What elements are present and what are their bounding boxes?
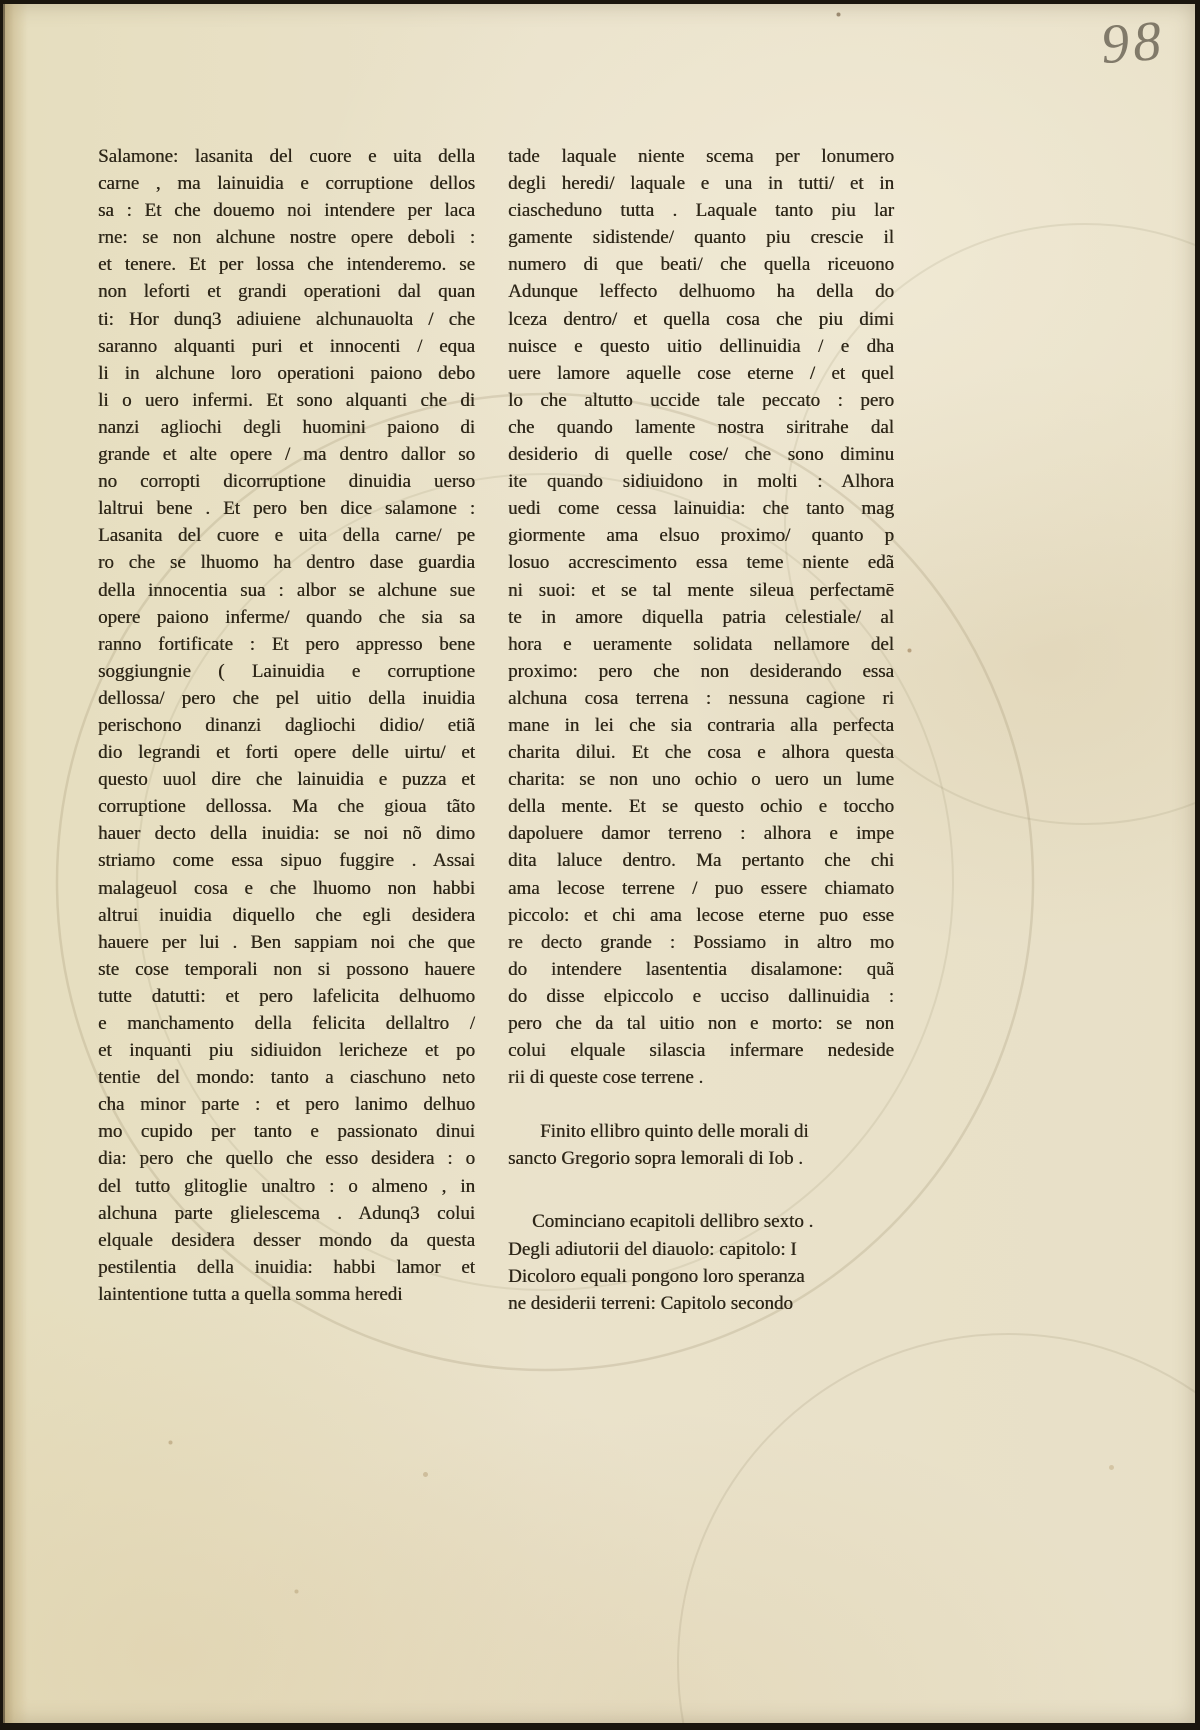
foxing-specks xyxy=(3,4,6,7)
text-line: Adunque leffecto delhuomo ha della do xyxy=(508,281,894,303)
text-line: ro che se lhuomo ha dentro dase guardia xyxy=(98,552,475,574)
text-line: nuisce e questo uitio dellinuidia / e dha xyxy=(508,335,894,357)
text-line: questo uuol dire che lainuidia e puzza et xyxy=(98,769,475,791)
text-line: Salamone: lasanita del cuore e uita della xyxy=(98,146,475,167)
text-line: hauere per lui . Ben sappiam noi che que xyxy=(98,931,475,953)
text-line: pero che da tal uitio non e morto: se non xyxy=(508,1013,894,1034)
text-line: Cominciano ecapitoli dellibro sexto . xyxy=(532,1211,814,1233)
text-line: striamo come essa sipuo fuggire . Assai xyxy=(98,850,475,872)
text-line: sa : Et che douemo noi intendere per laca xyxy=(98,200,475,222)
text-line: rii di queste cose terrene . xyxy=(508,1067,704,1089)
text-line: sancto Gregorio sopra lemorali di Iob . xyxy=(508,1148,803,1170)
text-line: e manchamento della felicita dellaltro / xyxy=(98,1013,475,1034)
text-line: grande et alte opere / ma dentro dallor so xyxy=(98,444,475,466)
text-line: do disse elpiccolo e ucciso dallinuidia : xyxy=(508,985,894,1007)
text-line: della innocentia sua : albor se alchune sue xyxy=(98,579,475,601)
text-line: te in amore diquella patria celestiale/ al xyxy=(508,606,894,628)
text-line: piccolo: et chi ama lecose eterne puo esse xyxy=(508,904,894,926)
text-line: saranno alquanti puri et innocenti / equa xyxy=(98,335,475,357)
text-line: degli heredi/ laquale e una in tutti/ et in xyxy=(508,173,894,195)
text-line: pestilentia della inuidia: habbi lamor et xyxy=(98,1256,475,1278)
text-line: che quando lamente nostra siritrahe dal xyxy=(508,416,894,438)
text-line: ranno fortificate : Et pero appresso bene xyxy=(98,633,475,655)
text-line: elquale desidera desser mondo da questa xyxy=(98,1229,475,1251)
text-line: malageuol cosa e che lhuomo non habbi xyxy=(98,877,475,899)
text-line: dapoluere damor terreno : alhora e impe xyxy=(508,823,894,845)
text-line: lo che altutto uccide tale peccato : pero xyxy=(508,389,894,411)
text-line: colui elquale silascia infermare nedeside xyxy=(508,1040,894,1062)
right-column-paragraph xyxy=(508,143,894,1091)
text-line: laltrui bene . Et pero ben dice salamone : xyxy=(98,498,475,520)
right-text-column xyxy=(508,143,894,1317)
text-line: corruptione dellossa. Ma che gioua tãto xyxy=(98,796,475,818)
text-line: Degli adiutorii del diauolo: capitolo: I xyxy=(508,1238,797,1260)
text-line: perischono dinanzi dagliochi didio/ etiã xyxy=(98,714,475,736)
text-line: charita: se non uno ochio o uero un lume xyxy=(508,769,894,791)
text-line: della mente. Et se questo ochio e toccho xyxy=(508,796,894,818)
text-line: proximo: pero che non desiderando essa xyxy=(508,660,894,682)
text-line: alchuna cosa terrena : nessuna cagione ri xyxy=(508,687,894,709)
text-line: non leforti et grandi operationi dal quan xyxy=(98,281,475,303)
text-line: do intendere lasententia disalamone: quã xyxy=(508,958,894,980)
text-line: lceza dentro/ et quella cosa che piu dimi xyxy=(508,308,894,330)
text-line: tade laquale niente scema per lonumero xyxy=(508,146,894,167)
text-line: ni suoi: et se tal mente sileua perfectamē xyxy=(508,579,894,601)
text-line: li o uero infermi. Et sono alquanti che di xyxy=(98,389,475,411)
text-line: desiderio di quelle cose/ che sono diminu xyxy=(508,444,894,466)
text-line: ama lecose terrene / puo essere chiamato xyxy=(508,877,894,899)
text-line: et tenere. Et per lossa che intenderemo. se xyxy=(98,254,475,276)
text-line: Finito ellibro quinto delle morali di xyxy=(540,1121,809,1143)
text-line: laintentione tutta a quella somma heredi xyxy=(98,1283,403,1305)
text-line: altrui inuidia diquello che egli desidera xyxy=(98,904,475,926)
text-line: carne , ma lainuidia e corruptione dellos xyxy=(98,173,475,195)
text-line: alchuna parte glielescema . Adunq3 colui xyxy=(98,1202,475,1224)
text-line: numero di que beati/ che quella riceuono xyxy=(508,254,894,276)
text-line: tutte datutti: et pero lafelicita delhuomo xyxy=(98,985,475,1007)
text-line: no corropti dicorruptione dinuidia uerso xyxy=(98,471,475,493)
text-line: dellossa/ pero che pel uitio della inuidia xyxy=(98,687,475,709)
text-line: li in alchune loro operationi paiono debo xyxy=(98,362,475,384)
text-line: ite quando sidiuidono in molti : Alhora xyxy=(508,471,894,493)
text-line: Dicoloro equali pongono loro speranza xyxy=(508,1265,805,1287)
text-line: charita dilui. Et che cosa e alhora questa xyxy=(508,742,894,764)
text-line: soggiungnie ( Lainuidia e corruptione xyxy=(98,660,475,682)
left-text-column xyxy=(98,143,475,1308)
text-line: tentie del mondo: tanto a ciaschuno neto xyxy=(98,1067,475,1089)
book-six-chapter-headings xyxy=(508,1208,894,1316)
text-line: gamente sidistende/ quanto piu crescie il xyxy=(508,227,894,249)
text-line: losuo accrescimento essa teme niente edã xyxy=(508,552,894,574)
text-line: hauer decto della inuidia: se noi nõ dimo xyxy=(98,823,475,845)
text-line: mane in lei che sia contraria alla perfecta xyxy=(508,714,894,736)
text-line: giormente ama elsuo proximo/ quanto p xyxy=(508,525,894,547)
text-line: ne desiderii terreni: Capitolo secondo xyxy=(508,1292,793,1314)
text-line: opere paiono inferme/ quando che sia sa xyxy=(98,606,475,628)
text-line: uedi come cessa lainuidia: che tanto mag xyxy=(508,498,894,520)
text-line: del tutto glitoglie unaltro : o almeno , in xyxy=(98,1175,475,1197)
page-left-deckle-edge xyxy=(3,4,27,1723)
text-line: rne: se non alchune nostre opere deboli : xyxy=(98,227,475,249)
page-scan xyxy=(3,4,1195,1723)
text-line: ciascheduno tutta . Laquale tanto piu lar xyxy=(508,200,894,222)
handwritten-page-number: 98 xyxy=(1098,9,1168,77)
text-line: et inquanti piu sidiuidon lericheze et po xyxy=(98,1040,475,1062)
text-line: Lasanita del cuore e uita della carne/ pe xyxy=(98,525,475,547)
text-line: dita laluce dentro. Ma pertanto che chi xyxy=(508,850,894,872)
colophon-book-five-ending xyxy=(508,1118,894,1172)
text-line: nanzi agliochi degli huomini paiono di xyxy=(98,416,475,438)
text-line: mo cupido per tanto e passionato dinui xyxy=(98,1121,475,1143)
text-line: uere lamore aquelle cose eterne / et quel xyxy=(508,362,894,384)
text-line: hora e ueramente solidata nellamore del xyxy=(508,633,894,655)
text-line: re decto grande : Possiamo in altro mo xyxy=(508,931,894,953)
text-line: ste cose temporali non si possono hauere xyxy=(98,958,475,980)
text-line: dia: pero che quello che esso desidera : o xyxy=(98,1148,475,1170)
text-line: ti: Hor dunq3 adiuiene alchunauolta / che xyxy=(98,308,475,330)
text-line: dio legrandi et forti opere delle uirtu/ et xyxy=(98,742,475,764)
text-line: cha minor parte : et pero lanimo delhuo xyxy=(98,1094,475,1116)
